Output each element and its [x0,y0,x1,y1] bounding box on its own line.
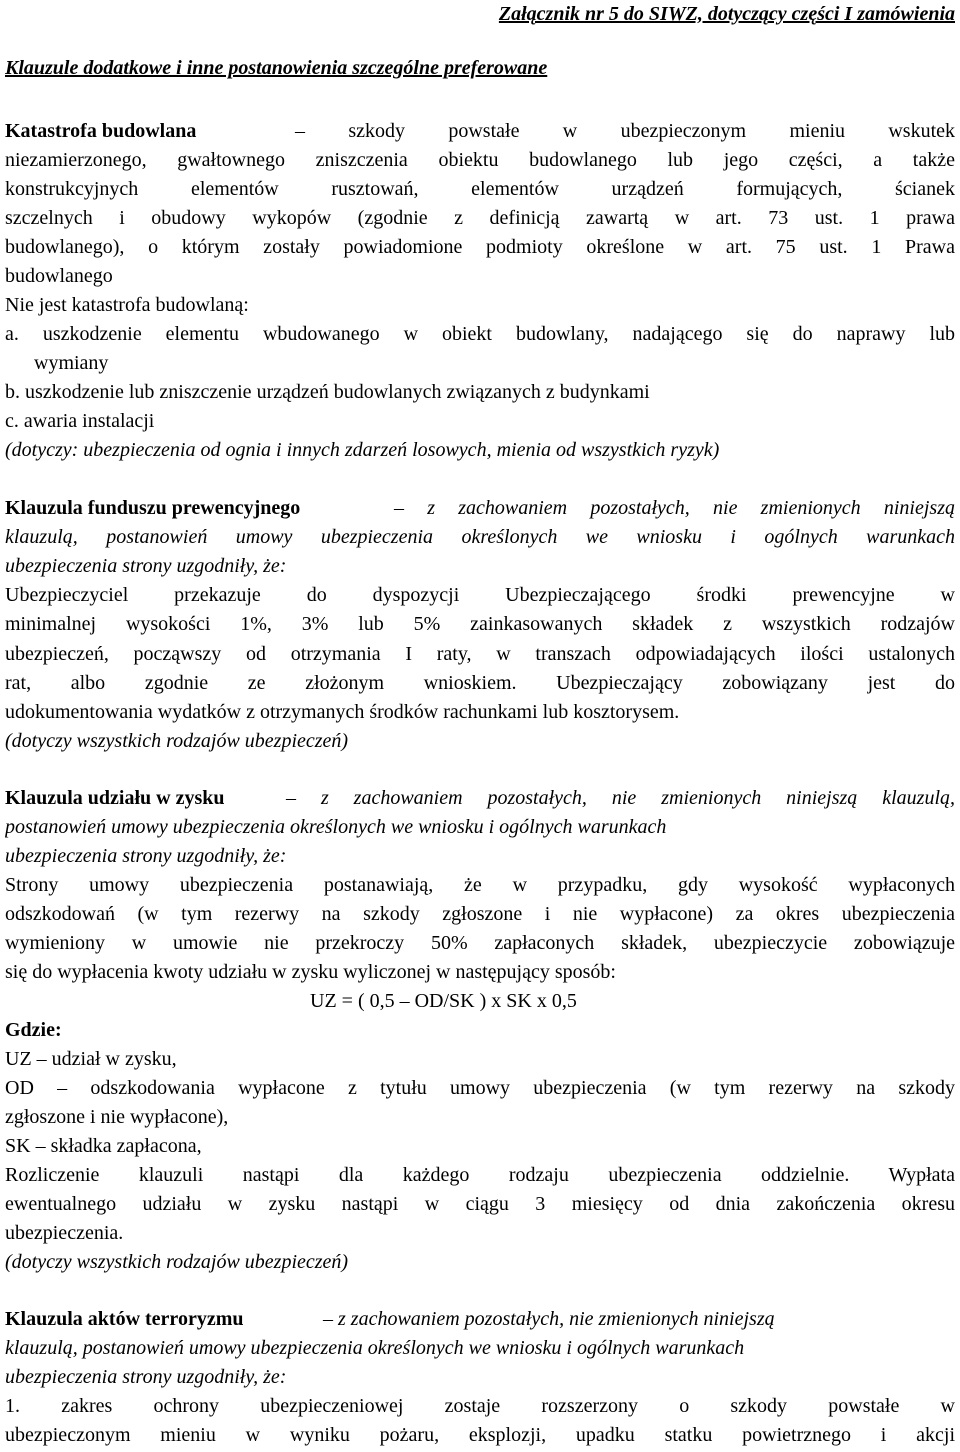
paragraph-line: Ubezpieczyciel przekazuje do dyspozycji Ubezpieczającego środki prewencyjne w [5,584,955,606]
paragraph-line: ewentualnego udziału w zysku nastąpi w ciągu 3 miesięcy od dnia zakończenia okresu [5,1193,955,1215]
paragraph-line: ubezpieczonym mieniu w wyniku pożaru, eksplozji, upadku statku powietrznego i akcji [5,1424,955,1446]
paragraph-line: ubezpieczenia strony uzgodniły, że: [5,1366,287,1388]
zysk-intro: – z zachowaniem pozostałych, nie zmienionych niniejszą klauzulą, [286,787,955,809]
list-item-a-cont: wymiany [34,352,109,374]
katastrofa-first-line [5,117,955,146]
terroryzm-first-line [5,1305,955,1334]
paragraph-line: odszkodowań (w tym rezerwy na szkody zgłoszone i nie wypłacone) za okres ubezpieczenia [5,903,955,925]
document-title: Klauzule dodatkowe i inne postanowienia szczególne preferowane [5,57,548,79]
paragraph-line: klauzulą, postanowień umowy ubezpieczenia określonych we wniosku i ogólnych warunkach [5,1337,745,1359]
definition-line: OD – odszkodowania wypłacone z tytułu umowy ubezpieczenia (w tym rezerwy na szkody [5,1077,955,1099]
zysk-term: Klauzula udziału w zysku [5,787,225,809]
paragraph-line: szczelnych i obudowy wykopów (zgodnie z definicją zawartą w art. 73 ust. 1 prawa [5,207,955,229]
paragraph-line: ubezpieczenia. [5,1222,124,1244]
paragraph-line: ubezpieczeń, począwszy od otrzymania I raty, w transzach odpowiadających ilości ustalonych [5,643,955,665]
fundusz-first-line [5,494,955,523]
fundusz-term: Klauzula funduszu prewencyjnego [5,497,301,519]
paragraph-line: klauzulą, postanowień umowy ubezpieczenia określonych we wniosku i ogólnych warunkach [5,526,955,548]
paragraph-line: udokumentowania wydatków z otrzymanych środków rachunkami lub kosztorysem. [5,701,680,723]
fundusz-intro: – z zachowaniem pozostałych, nie zmienionych niniejszą [394,497,955,519]
paragraph-line: Rozliczenie klauzuli nastąpi dla każdego rodzaju ubezpieczenia oddzielnie. Wypłata [5,1164,955,1186]
terroryzm-intro: – z zachowaniem pozostałych, nie zmienionych niniejszą [323,1308,775,1330]
formula: UZ = ( 0,5 – OD/SK ) x SK x 0,5 [310,990,577,1012]
paragraph-line: wymieniony w umowie nie przekroczy 50% zapłaconych składek, ubezpieczycie zobowiązuje [5,932,955,954]
list-item-1: 1. zakres ochrony ubezpieczeniowej zostaje rozszerzony o szkody powstałe w [5,1395,955,1417]
scope-note: (dotyczy wszystkich rodzajów ubezpieczeń) [5,730,349,752]
definition-line: UZ – udział w zysku, [5,1048,177,1070]
list-item-a: a. uszkodzenie elementu wbudowanego w obiekt budowlany, nadającego się do naprawy lub [5,323,955,345]
paragraph-line: budowlanego), o którym zostały powiadomione podmioty określone w art. 75 ust. 1 Prawa [5,236,955,258]
paragraph-line: minimalnej wysokości 1%, 3% lub 5% zainkasowanych składek z wszystkich rodzajów [5,613,955,635]
terroryzm-term: Klauzula aktów terroryzmu [5,1308,244,1330]
definition-line: SK – składka zapłacona, [5,1135,202,1157]
scope-note: (dotyczy wszystkich rodzajów ubezpieczeń) [5,1251,349,1273]
katastrofa-term: Katastrofa budowlana [5,120,197,142]
zysk-first-line [5,784,955,813]
where-label: Gdzie: [5,1019,62,1041]
list-item-c: c. awaria instalacji [5,410,155,432]
paragraph-line: budowlanego [5,265,113,287]
annex-heading: Załącznik nr 5 do SIWZ, dotyczący części I zamówienia [498,3,955,25]
paragraph-line: ubezpieczenia strony uzgodniły, że: [5,845,287,867]
paragraph-line: postanowień umowy ubezpieczenia określonych we wniosku i ogólnych warunkach [5,816,667,838]
paragraph-line: konstrukcyjnych elementów rusztowań, elementów urządzeń formujących, ścianek [5,178,955,200]
paragraph-line: rat, albo zgodnie ze złożonym wnioskiem. Ubezpieczający zobowiązany jest do [5,672,955,694]
paragraph-line: ubezpieczenia strony uzgodniły, że: [5,555,287,577]
paragraph-line: niezamierzonego, gwałtownego zniszczenia obiektu budowlanego lub jego części, a także [5,149,955,171]
list-item-b: b. uszkodzenie lub zniszczenie urządzeń budowlanych związanych z budynkami [5,381,650,403]
katastrofa-dash-text: – szkody powstałe w ubezpieczonym mieniu wskutek [295,120,955,142]
paragraph-line: się do wypłacenia kwoty udziału w zysku wyliczonej w następujący sposób: [5,961,616,983]
definition-line: zgłoszone i nie wypłacone), [5,1106,229,1128]
scope-note: (dotyczy: ubezpieczenia od ognia i innych zdarzeń losowych, mienia od wszystkich ryzyk) [5,439,720,461]
exclusion-heading: Nie jest katastrofa budowlaną: [5,294,249,316]
paragraph-line: Strony umowy ubezpieczenia postanawiają, że w przypadku, gdy wysokość wypłaconych [5,874,955,896]
